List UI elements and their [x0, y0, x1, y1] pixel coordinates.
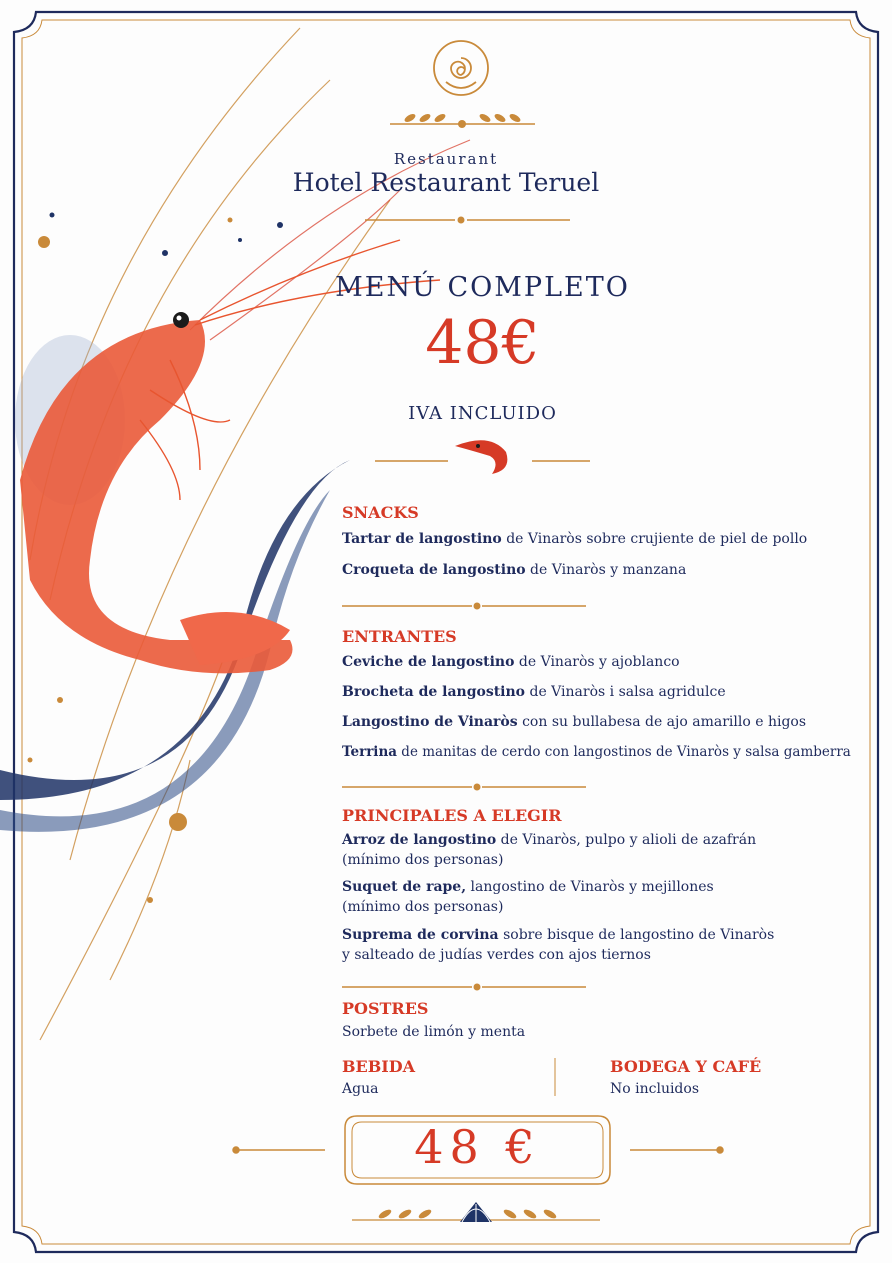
- section-title-bebida: BEBIDA: [342, 1057, 416, 1076]
- section-title-principales: PRINCIPALES A ELEGIR: [342, 806, 562, 825]
- list-item: Suprema de corvina sobre bisque de langostino de Vinaròs: [342, 927, 775, 943]
- menu-title: MENÚ COMPLETO: [335, 272, 630, 303]
- list-item: Croqueta de langostino de Vinaròs y manzana: [342, 562, 687, 578]
- list-item: Ceviche de langostino de Vinaròs y ajoblanco: [342, 654, 680, 670]
- section-title-entrantes: ENTRANTES: [342, 627, 457, 646]
- list-item: Terrina de manitas de cerdo con langostinos de Vinaròs y salsa gamberra: [342, 744, 851, 760]
- footer-price: 48 €: [414, 1120, 541, 1174]
- list-item: Langostino de Vinaròs con su bullabesa de ajo amarillo e higos: [342, 714, 807, 730]
- restaurant-name: Hotel Restaurant Teruel: [292, 168, 600, 197]
- tax-note: IVA INCLUIDO: [408, 403, 557, 424]
- list-item-note: (mínimo dos personas): [342, 852, 504, 868]
- list-item: Sorbete de limón y menta: [342, 1024, 526, 1040]
- bodega-value: No incluidos: [610, 1081, 700, 1097]
- menu-price: 48€: [425, 308, 540, 378]
- list-item: Brocheta de langostino de Vinaròs i salsa agridulce: [342, 684, 726, 700]
- list-item: Arroz de langostino de Vinaròs, pulpo y alioli de azafrán: [342, 832, 757, 848]
- list-item: Tartar de langostino de Vinaròs sobre crujiente de piel de pollo: [342, 531, 808, 547]
- list-item-note: (mínimo dos personas): [342, 899, 504, 915]
- list-item: Suquet de rape, langostino de Vinaròs y mejillones: [342, 879, 714, 895]
- shell-icon: [460, 1202, 492, 1222]
- restaurant-label: Restaurant: [393, 150, 499, 168]
- bebida-value: Agua: [342, 1081, 379, 1097]
- section-title-postres: POSTRES: [342, 999, 429, 1018]
- section-title-snacks: SNACKS: [342, 503, 419, 522]
- section-title-bodega: BODEGA Y CAFÉ: [610, 1057, 762, 1076]
- list-item-note: y salteado de judías verdes con ajos tiernos: [342, 947, 651, 963]
